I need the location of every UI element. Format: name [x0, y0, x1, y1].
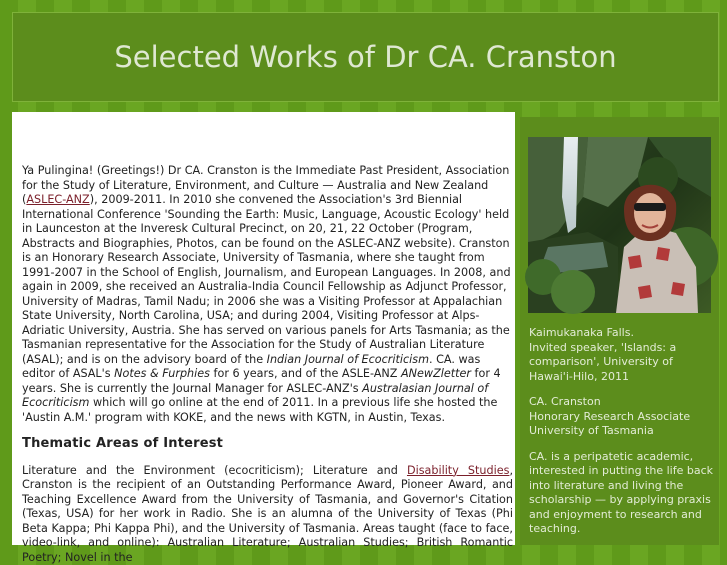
caption-line: Kaimukanaka Falls.: [529, 326, 634, 339]
journal-title: ANewZletter: [401, 367, 471, 380]
credit-line: CA. Cranston: [529, 395, 601, 408]
sidebar: [520, 117, 719, 545]
thematic-text: , Cranston is the recipient of an Outstanding Performance Award, Pioneer Award, and Teaching Excellence Award from the University of Tasmania, and Governor's Citation (Texas, USA) for her work in Radio. She is an alumna of the University of Texas (Phi Beta Kappa; Phi Kappa Phi), and the University of Tasmania. Areas taught (face to face, video-link, and online): Australian Literature; Australian Studies; British Romantic Poetry; Novel in the: [22, 464, 513, 564]
thematic-heading: Thematic Areas of Interest: [22, 437, 513, 452]
intro-text: which will go online at the end of 2011. In a previous life she hosted the 'Austin A.M.' program with KOKE, and the news with KGTN, in Austin, Texas.: [22, 396, 497, 424]
intro-paragraph: [22, 164, 513, 425]
journal-title: Indian Journal of Ecocriticism: [267, 353, 429, 366]
intro-text: Ya Pulingina! (Greetings!) Dr CA. Cranston is the Immediate Past President, Association for the Study of Literature, Environment, and Culture — Australia and New Zealand (: [22, 164, 509, 206]
intro-text: for 6 years, and of the ASLE-ANZ: [210, 367, 401, 380]
intro-text: for 4 years. She is currently the Journal Manager for ASLEC-ANZ's: [22, 367, 501, 395]
credit-line: University of Tasmania: [529, 424, 654, 437]
disability-studies-link[interactable]: Disability Studies: [407, 464, 509, 477]
caption-line: Invited speaker, 'Islands: a comparison', University of Hawai'i-Hilo, 2011: [529, 341, 676, 383]
intro-text: . CA. was editor of ASAL's: [22, 353, 480, 381]
credit-line: Honorary Research Associate: [529, 410, 690, 423]
photo-credit: [529, 395, 715, 439]
waterfall-photo: [528, 137, 711, 313]
sidebar-bio: CA. is a peripatetic academic, interested in putting the life back into literature and living the scholarship — by applying praxis and enjoyment to research and teaching.: [529, 450, 715, 537]
thematic-paragraph: [22, 464, 513, 565]
journal-title: Notes & Furphies: [114, 367, 210, 380]
main-content: [12, 112, 515, 545]
intro-text: ), 2009-2011. In 2010 she convened the Association's 3rd Biennial International Conference 'Sounding the Earth: Music, Language, Acoustic Ecology' held in Launceston at the Inveresk Cultural Precinct, on 20, 21, 22 October (Program, Abstracts and Biographies, Photos, can be found on the ASLEC-ANZ website). Cranston is an Honorary Research Associate, University of Tasmania, where she taught from 1991-2007 in the School of English, Journalism, and European Languages. In 2008, and again in 2009, she received an Australia-India Council Fellowship as Adjunct Professor, University of Madras, Tamil Nadu; in 2006 she was a Visiting Professor at Appalachian State University, North Carolina, USA; and during 2004, Visiting Professor at Alps-Adriatic University, Austria. She has served on various panels for Arts Tasmania; as the Tasmanian representative for the Association for the Study of Australian Literature (ASAL); and is on the advisory board of the: [22, 193, 511, 366]
aslec-anz-link[interactable]: ASLEC-ANZ: [26, 193, 89, 206]
site-title: Selected Works of Dr CA. Cranston: [13, 37, 718, 77]
thematic-text: Literature and the Environment (ecocriticism); Literature and: [22, 464, 407, 477]
journal-title: Australasian Journal of Ecocriticism: [22, 382, 488, 410]
site-header: [12, 12, 719, 102]
photo-caption: [529, 326, 715, 384]
